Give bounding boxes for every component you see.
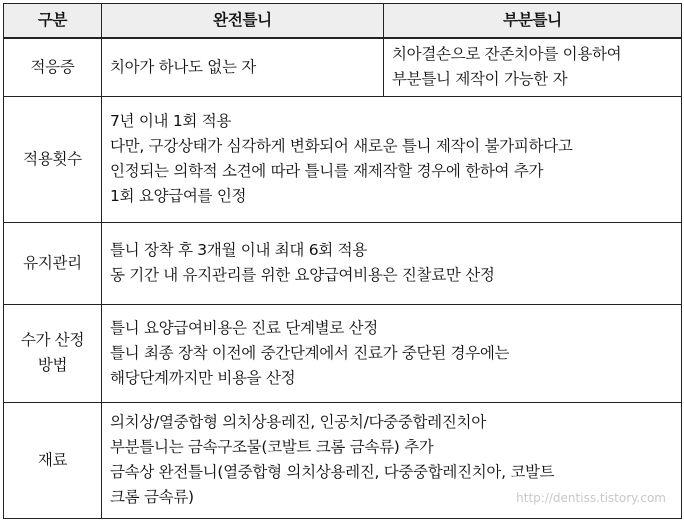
denture-comparison-table — [3, 3, 682, 519]
row-label-text: 재료 — [37, 450, 68, 469]
row-label-text: 적응증 — [30, 57, 75, 76]
row-label-text: 적용횟수 — [23, 149, 82, 168]
cell-text: 인정되는 의학적 소견에 따라 틀니를 재제작할 경우에 한하여 추가 — [110, 162, 544, 180]
row-label — [4, 304, 102, 402]
cell-text: 7년 이내 1회 적용 — [110, 112, 232, 130]
header-category: 구분 — [4, 4, 102, 39]
partial-denture-indication — [384, 38, 682, 96]
header-full-denture: 완전틀니 — [102, 4, 384, 39]
row-label-text: 수가 산정 — [20, 331, 85, 349]
row-frequency — [4, 96, 682, 222]
header-partial-denture: 부분틀니 — [384, 4, 682, 39]
cell-text: 의치상/열중합형 의치상용레진, 인공치/다중중합레진치아 — [110, 413, 486, 431]
row-label — [4, 38, 102, 96]
row-indication — [4, 38, 682, 96]
cell-text: 틀니 최종 장착 이전에 중간단계에서 진료가 중단된 경우에는 — [110, 343, 510, 362]
row-label-text: 방법 — [37, 356, 68, 374]
frequency-content — [102, 96, 682, 222]
maintenance-content — [102, 222, 682, 304]
cell-text: 크롬 금속류) — [110, 488, 194, 506]
cell-text: 부분틀니 제작이 가능한 자 — [392, 70, 568, 89]
header-row — [4, 4, 682, 39]
fee-calculation-content — [102, 304, 682, 402]
full-denture-indication — [102, 38, 384, 96]
row-maintenance — [4, 222, 682, 304]
cell-text: 부분틀니는 금속구조물(코발트 크롬 금속류) 추가 — [110, 438, 434, 456]
cell-text: 틀니 장착 후 3개월 이내 최대 6회 적용 — [110, 241, 367, 259]
cell-text: 치아가 하나도 없는 자 — [110, 57, 256, 76]
row-label — [4, 222, 102, 304]
cell-text: 해당단계까지만 비용을 산정 — [110, 368, 296, 387]
cell-text: 틀니 요양급여비용은 진료 단계별로 산정 — [110, 318, 378, 337]
watermark-text: http://dentiss.tistory.com — [516, 491, 666, 505]
row-label-text: 유지관리 — [23, 253, 82, 272]
cell-text: 동 기간 내 유지관리를 위한 요양급여비용은 진찰료만 산정 — [110, 266, 495, 284]
cell-text: 치아결손으로 잔존치아를 이용하여 — [392, 45, 622, 64]
cell-text: 1회 요양급여를 인정 — [110, 187, 247, 205]
cell-text: 다만, 구강상태가 심각하게 변화되어 새로운 틀니 제작이 불가피하다고 — [110, 137, 573, 155]
cell-text: 금속상 완전틀니(열중합형 의치상용레진, 다중중합레진치아, 코발트 — [110, 463, 555, 481]
row-fee-calculation — [4, 304, 682, 402]
row-label — [4, 96, 102, 222]
row-label — [4, 402, 102, 518]
